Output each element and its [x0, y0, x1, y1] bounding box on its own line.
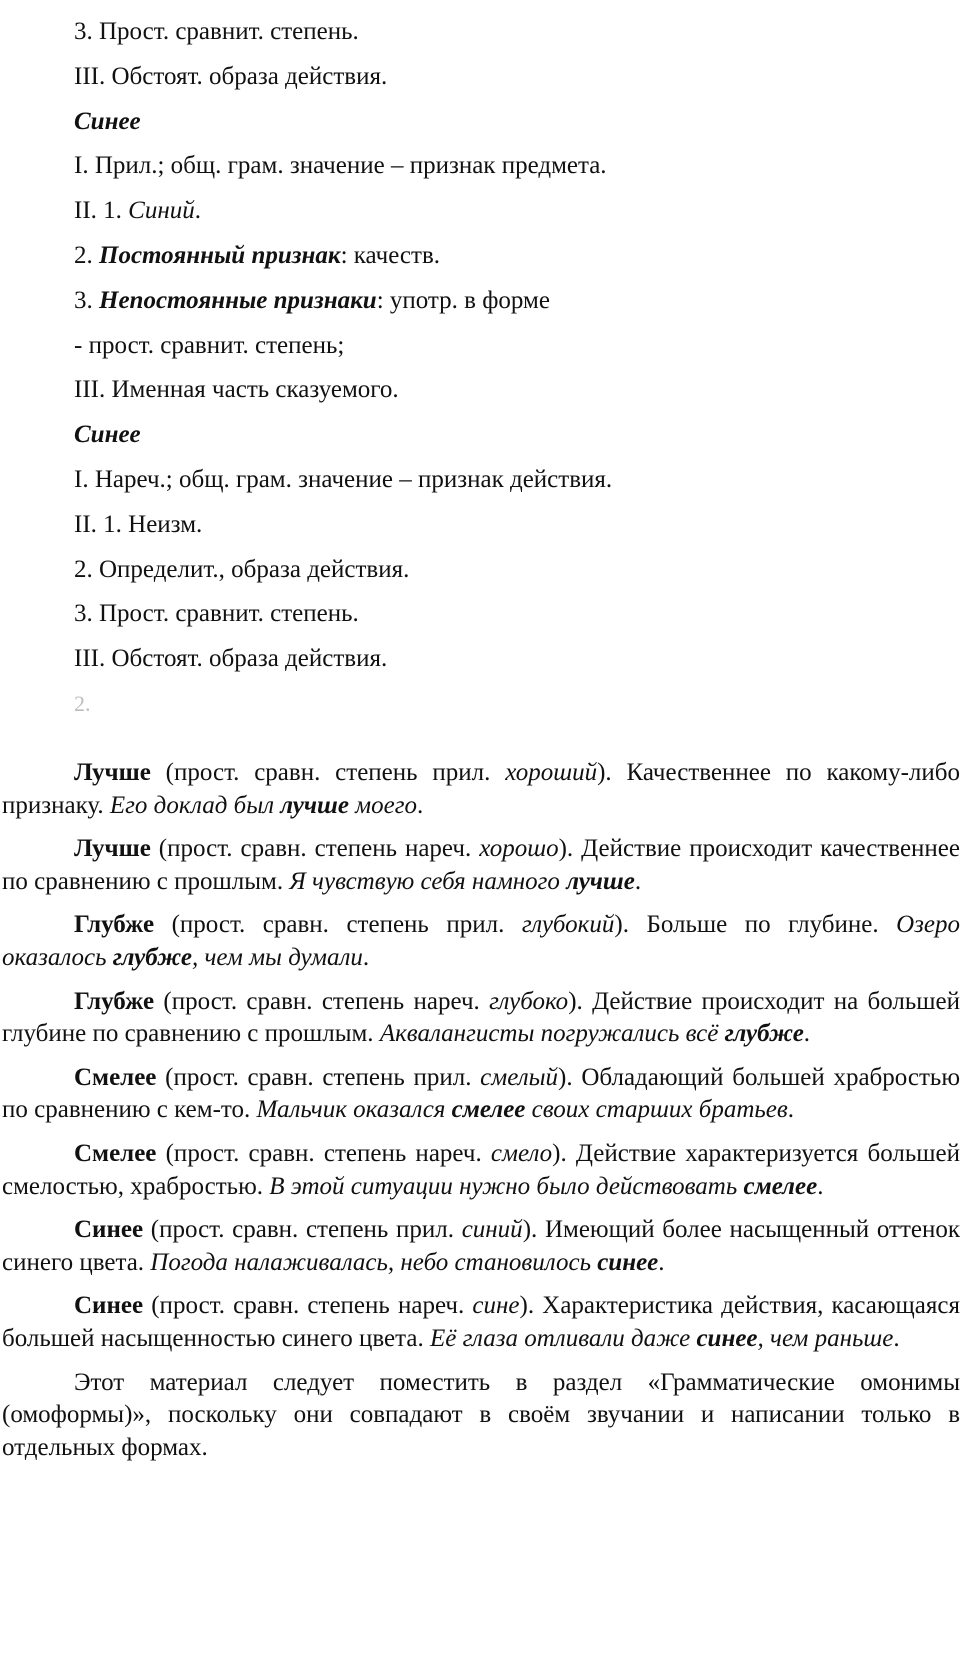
text-run: смелее	[451, 1096, 526, 1124]
text-run: глубже	[724, 1020, 804, 1048]
analysis-line	[74, 637, 934, 682]
analysis-line	[74, 368, 934, 413]
text-run: (прост. сравн. степень прил.	[156, 1063, 481, 1091]
text-run: (прост. сравн. степень нареч.	[154, 987, 490, 1015]
text-run: Смелее	[74, 1063, 157, 1091]
text-run: Его доклад был	[109, 791, 281, 819]
text-run: своих старших братьев	[525, 1096, 788, 1124]
text-run: 3. Прост. сравнит. степень.	[74, 600, 359, 628]
text-run: 3. Прост. сравнит. степень.	[74, 18, 359, 45]
text-run: 3.	[74, 286, 99, 314]
text-run: I. Прил.; общ. грам. значение – признак предмета.	[74, 152, 607, 180]
text-run: синий	[461, 1216, 523, 1244]
text-run: Глубже	[74, 911, 155, 939]
text-run: II. 1.	[74, 197, 129, 225]
text-run: Синее	[74, 1292, 144, 1320]
text-run: , чем раньше	[757, 1324, 894, 1352]
text-run: (прост. сравн. степень прил.	[143, 1216, 462, 1244]
text-run: ). Обладающий большей храбростью по сравнению с кем-то.	[2, 1063, 960, 1124]
text-run: - прост. сравнит. степень;	[74, 331, 345, 359]
text-run: Синий	[128, 197, 195, 225]
page-number	[74, 682, 934, 727]
comparative-entries	[2, 757, 960, 1464]
text-run: синее	[696, 1324, 758, 1352]
analysis-line	[74, 234, 934, 279]
text-run: моего	[348, 791, 417, 819]
text-run: смелее	[743, 1172, 818, 1200]
text-run: III. Обстоят. образа действия.	[74, 645, 388, 673]
entry-paragraph	[2, 1214, 960, 1279]
text-run: ). Действие происходит качественнее по сравнению с прошлым.	[2, 835, 960, 895]
text-run: лучше	[280, 791, 349, 819]
text-run: Синее	[74, 1216, 144, 1244]
text-run: ). Больше по глубине.	[614, 911, 897, 939]
text-run: хорошо	[479, 835, 559, 863]
analysis-line	[74, 592, 934, 637]
text-run: I. Нареч.; общ. грам. значение – признак действия.	[74, 465, 613, 493]
text-run: ). Качественнее по какому-либо признаку.	[2, 759, 960, 819]
analysis-line	[74, 548, 934, 593]
analysis-line	[74, 189, 934, 234]
text-run: .	[787, 1096, 794, 1124]
text-run: .	[817, 1172, 824, 1200]
analysis-heading	[74, 413, 934, 458]
text-run: Смелее	[74, 1139, 157, 1167]
text-run: III. Обстоят. образа действия.	[74, 62, 388, 90]
entry-paragraph	[2, 833, 960, 898]
analysis-line	[74, 144, 934, 189]
text-run: хороший	[505, 759, 598, 786]
text-run: лучше	[566, 867, 635, 895]
text-run: Глубже	[74, 987, 155, 1015]
text-run: : качеств.	[340, 241, 441, 269]
analysis-line	[74, 324, 934, 369]
entry-paragraph	[2, 1062, 960, 1127]
text-run: Синее	[74, 421, 141, 449]
analysis-line	[74, 503, 934, 548]
text-run: сине	[472, 1292, 520, 1320]
text-run: Мальчик оказался	[256, 1096, 452, 1124]
text-run: ). Имеющий более насыщенный оттенок синего цвета.	[2, 1216, 960, 1276]
entry-paragraph	[2, 1138, 960, 1203]
text-run: Я чувствую себя намного	[289, 867, 567, 895]
text-run: (прост. сравн. степень нареч.	[150, 835, 480, 863]
text-run: В этой ситуации нужно было действовать	[269, 1172, 744, 1200]
conclusion-paragraph	[2, 1367, 960, 1465]
text-run: Этот материал следует поместить в раздел «Грамматические омонимы (омоформы)», поскольку они совпадают в своём звучании и написании только в отдельных формах.	[2, 1368, 960, 1461]
text-run: , чем мы думали	[191, 943, 363, 971]
text-run: .	[658, 1248, 665, 1276]
text-run: Озеро оказалось	[2, 911, 960, 971]
text-run: смелый	[480, 1063, 559, 1091]
analysis-line	[74, 55, 934, 100]
text-run: .	[893, 1324, 900, 1352]
text-run: : употр. в форме	[376, 286, 550, 314]
text-run: III. Именная часть сказуемого.	[74, 376, 399, 404]
text-run: 2.	[74, 690, 91, 716]
text-run: .	[362, 943, 370, 971]
entry-paragraph	[2, 1290, 960, 1355]
text-run: Аквалангисты погружались всё	[379, 1020, 725, 1048]
analysis-line	[74, 279, 934, 324]
text-run: глубже	[112, 943, 192, 971]
text-run: Синее	[74, 107, 141, 135]
text-run: Непостоянные признаки	[99, 286, 377, 314]
morphological-analysis	[74, 10, 934, 727]
text-run: (прост. сравн. степень нареч.	[156, 1139, 491, 1167]
text-run: Лучше	[74, 759, 151, 786]
text-run: Погода налаживалась, небо становилось	[150, 1248, 598, 1276]
analysis-line	[74, 458, 934, 503]
text-run: (прост. сравн. степень нареч.	[143, 1292, 473, 1320]
text-run: Постоянный признак	[99, 241, 341, 269]
entry-paragraph	[2, 909, 960, 974]
text-run: ). Действие происходит на большей глубине по сравнению с прошлым.	[2, 987, 960, 1048]
analysis-line	[74, 10, 934, 55]
text-run: (прост. сравн. степень прил.	[154, 911, 522, 939]
text-run: (прост. сравн. степень прил.	[150, 759, 506, 786]
text-run: глубоко	[489, 987, 569, 1015]
text-run: Лучше	[74, 835, 151, 863]
text-run: ). Действие характеризуется большей смелостью, храбростью.	[2, 1139, 960, 1200]
text-run: II. 1. Неизм.	[74, 510, 203, 538]
analysis-heading	[74, 100, 934, 145]
entry-paragraph	[2, 986, 960, 1051]
text-run: .	[194, 197, 201, 225]
text-run: глубокий	[521, 911, 615, 939]
entry-paragraph	[2, 757, 960, 822]
text-run: 2. Определит., образа действия.	[74, 555, 410, 583]
text-run: синее	[597, 1248, 659, 1276]
text-run: смело	[490, 1139, 553, 1167]
text-run: ). Характеристика действия, касающаяся большей насыщенностью синего цвета.	[2, 1292, 960, 1352]
text-run: .	[803, 1020, 811, 1048]
text-run: .	[416, 791, 424, 819]
text-run: Её глаза отливали даже	[429, 1324, 697, 1352]
text-run: 2.	[74, 241, 99, 269]
text-run: .	[634, 867, 642, 895]
